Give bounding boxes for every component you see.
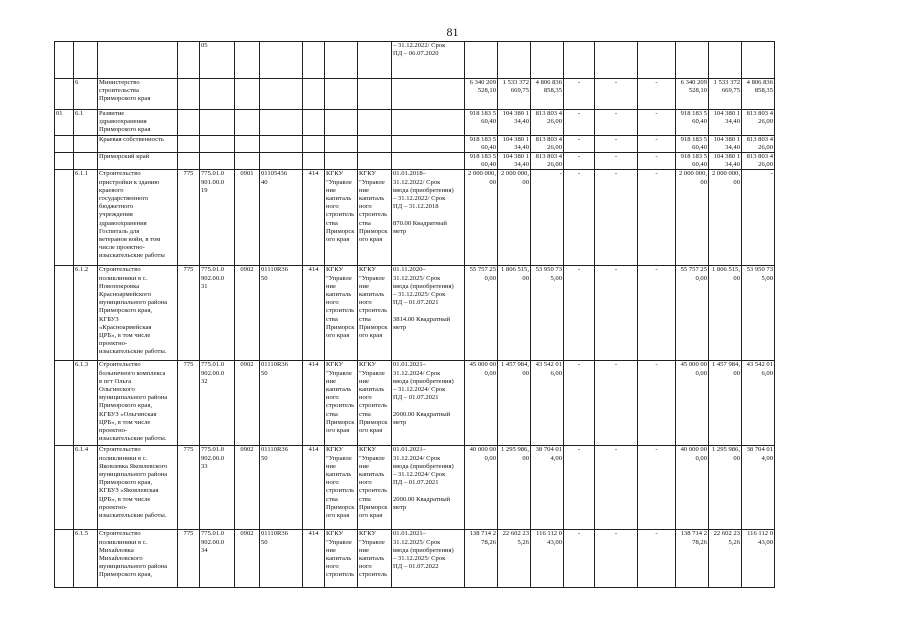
table-cell-col-10 bbox=[358, 153, 392, 170]
table-cell-col-10: КГКУ "Управле ние капиталь ного строитель ства Приморск ого края bbox=[358, 170, 392, 266]
table-cell-col-14: 4 806 836 858,35 bbox=[531, 79, 564, 110]
table-cell-col-12 bbox=[465, 42, 498, 79]
table-cell-col-16: - bbox=[595, 266, 638, 361]
table-cell-col-12: 45 000 00 0,00 bbox=[465, 361, 498, 446]
table-cell-col-8: 414 bbox=[303, 530, 325, 588]
table-cell-col-13: 1 533 372 669,75 bbox=[498, 79, 531, 110]
table-cell-col-9: КГКУ "Управле ние капиталь ного строитель ства Приморск ого края bbox=[325, 266, 358, 361]
table-cell-col-11: 01.11.2020– 31.12.2025/ Срок ввода (приобретения) – 31.12.2025/ Срок ПД – 01.07.2021 3814.00 Квадратный метр bbox=[392, 266, 465, 361]
table-cell-col-10: КГКУ "Управле ние капиталь ного строитель bbox=[358, 530, 392, 588]
table-cell-col-19 bbox=[709, 42, 742, 79]
table-cell-col-9: КГКУ "Управле ние капиталь ного строитель ства Приморск ого края bbox=[325, 361, 358, 446]
table-cell-col-9: КГКУ "Управле ние капиталь ного строитель ства Приморск ого края bbox=[325, 446, 358, 530]
table-cell-col-15: - bbox=[564, 135, 595, 152]
table-cell-col-12: 918 183 5 60,40 bbox=[465, 135, 498, 152]
table-cell-col-7: 01110R36 50 bbox=[260, 446, 303, 530]
table-cell-col-11 bbox=[392, 79, 465, 110]
table-cell-col-20: - bbox=[742, 170, 775, 266]
table-cell-col-13: 104 380 1 34,40 bbox=[498, 135, 531, 152]
table-cell-col-19: 104 380 1 34,40 bbox=[709, 110, 742, 136]
table-row bbox=[55, 170, 775, 266]
table-cell-col-19: 104 380 1 34,40 bbox=[709, 135, 742, 152]
table-cell-col-15: - bbox=[564, 530, 595, 588]
table-cell-col-1 bbox=[55, 42, 74, 79]
table-cell-col-5: 775.01.0 902.00.0 32 bbox=[200, 361, 235, 446]
table-cell-col-13 bbox=[498, 42, 531, 79]
table-cell-col-7 bbox=[260, 153, 303, 170]
table-cell-col-4: 775 bbox=[178, 530, 200, 588]
table-cell-col-3: Строительство больничного комплекса в пгт Ольга Ольгинского муниципального района Приморского края, КГБУЗ «Ольгинская ЦРБ», в том числе проектно- изыскательские работы. bbox=[98, 361, 178, 446]
table-row bbox=[55, 42, 775, 79]
table-cell-col-19: 104 380 1 34,40 bbox=[709, 153, 742, 170]
table-row bbox=[55, 110, 775, 136]
table-cell-col-12: 918 183 5 60,40 bbox=[465, 153, 498, 170]
table-cell-col-1: 01 bbox=[55, 110, 74, 136]
table-cell-col-7 bbox=[260, 135, 303, 152]
table-cell-col-13: 1 806 515, 00 bbox=[498, 266, 531, 361]
table-cell-col-2: 6.1.4 bbox=[74, 446, 98, 530]
table-cell-col-7: 01110R36 50 bbox=[260, 530, 303, 588]
table-cell-col-1 bbox=[55, 446, 74, 530]
table-cell-col-14: 38 704 01 4,00 bbox=[531, 446, 564, 530]
table-cell-col-11 bbox=[392, 153, 465, 170]
table-cell-col-11: 01.01.2021– 31.12.2024/ Срок ввода (приобретения) – 31.12.2024/ Срок ПД – 01.07.2021 2000.00 Квадратный метр bbox=[392, 361, 465, 446]
table-cell-col-3: Приморский край bbox=[98, 153, 178, 170]
table-cell-col-3 bbox=[98, 42, 178, 79]
table-cell-col-19: 1 457 984, 00 bbox=[709, 361, 742, 446]
table-cell-col-12: 6 340 209 528,10 bbox=[465, 79, 498, 110]
table-cell-col-2: 6.1.2 bbox=[74, 266, 98, 361]
table-cell-col-13: 22 602 23 5,26 bbox=[498, 530, 531, 588]
table-cell-col-8: 414 bbox=[303, 361, 325, 446]
table-cell-col-20: 4 806 836 858,35 bbox=[742, 79, 775, 110]
table-cell-col-17: - bbox=[638, 170, 676, 266]
table-cell-col-6: 0902 bbox=[235, 361, 260, 446]
table-cell-col-1 bbox=[55, 153, 74, 170]
table-cell-col-3: Развитие здравоохранения Приморского края bbox=[98, 110, 178, 136]
table-cell-col-5 bbox=[200, 79, 235, 110]
table-row bbox=[55, 153, 775, 170]
table-cell-col-6: 0901 bbox=[235, 170, 260, 266]
table-cell-col-16 bbox=[595, 42, 638, 79]
table-cell-col-12: 40 000 00 0,00 bbox=[465, 446, 498, 530]
table-cell-col-9: КГКУ "Управле ние капиталь ного строитель ства Приморск ого края bbox=[325, 170, 358, 266]
table-cell-col-13: 1 295 986, 00 bbox=[498, 446, 531, 530]
table-cell-col-16: - bbox=[595, 135, 638, 152]
table-cell-col-3: Строительство поликлиники в с. Яковлевка Яковлевского муниципального района Приморского края, КГБУЗ «Яковлевская ЦРБ», в том числе проектно- изыскательские работы. bbox=[98, 446, 178, 530]
table-cell-col-7: 01110R36 50 bbox=[260, 361, 303, 446]
table-cell-col-19: 2 000 000, 00 bbox=[709, 170, 742, 266]
table-row bbox=[55, 530, 775, 588]
table-cell-col-17 bbox=[638, 42, 676, 79]
table-cell-col-18 bbox=[676, 42, 709, 79]
table-cell-col-2: 6.1.1 bbox=[74, 170, 98, 266]
table-cell-col-5 bbox=[200, 110, 235, 136]
table-cell-col-1 bbox=[55, 266, 74, 361]
table-row bbox=[55, 361, 775, 446]
table-cell-col-2 bbox=[74, 135, 98, 152]
table-cell-col-6 bbox=[235, 42, 260, 79]
table-cell-col-5: 775.01.0 902.00.0 34 bbox=[200, 530, 235, 588]
table-cell-col-7 bbox=[260, 110, 303, 136]
table-cell-col-1 bbox=[55, 135, 74, 152]
table-cell-col-8 bbox=[303, 42, 325, 79]
table-cell-col-15 bbox=[564, 42, 595, 79]
table-cell-col-9 bbox=[325, 42, 358, 79]
table-cell-col-12: 55 757 25 0,00 bbox=[465, 266, 498, 361]
table-cell-col-13: 2 000 000, 00 bbox=[498, 170, 531, 266]
table-cell-col-17: - bbox=[638, 530, 676, 588]
table-cell-col-20: 813 803 4 26,00 bbox=[742, 135, 775, 152]
table-cell-col-18: 2 000 000, 00 bbox=[676, 170, 709, 266]
table-cell-col-5: 775.01.0 902.00.0 31 bbox=[200, 266, 235, 361]
table-cell-col-20: 813 803 4 26,00 bbox=[742, 153, 775, 170]
table-cell-col-17: - bbox=[638, 361, 676, 446]
table-cell-col-15: - bbox=[564, 79, 595, 110]
table-cell-col-10 bbox=[358, 110, 392, 136]
table-cell-col-12: 2 000 000, 00 bbox=[465, 170, 498, 266]
table-cell-col-10 bbox=[358, 42, 392, 79]
table-cell-col-1 bbox=[55, 170, 74, 266]
table-cell-col-3: Строительство поликлиники в с. Михайловка Михайловского муниципального района Приморского края, bbox=[98, 530, 178, 588]
table-row bbox=[55, 446, 775, 530]
table-cell-col-1 bbox=[55, 361, 74, 446]
table-cell-col-16: - bbox=[595, 446, 638, 530]
table-cell-col-6 bbox=[235, 135, 260, 152]
table-cell-col-17: - bbox=[638, 266, 676, 361]
table-cell-col-3: Строительство пристройки к зданию краевого государственного бюджетного учреждения здравоохранения Госпиталь для ветеранов войн, в том числе проектно- изыскательские работы bbox=[98, 170, 178, 266]
table-cell-col-1 bbox=[55, 79, 74, 110]
table-cell-col-18: 55 757 25 0,00 bbox=[676, 266, 709, 361]
table-cell-col-17: - bbox=[638, 79, 676, 110]
table-cell-col-2: 6.1.3 bbox=[74, 361, 98, 446]
table-cell-col-5: 775.01.0 902.00.0 33 bbox=[200, 446, 235, 530]
table-cell-col-4 bbox=[178, 110, 200, 136]
table-cell-col-17: - bbox=[638, 110, 676, 136]
table-cell-col-5 bbox=[200, 135, 235, 152]
table-cell-col-8: 414 bbox=[303, 446, 325, 530]
table-cell-col-2: 6.1 bbox=[74, 110, 98, 136]
table-cell-col-4 bbox=[178, 135, 200, 152]
table-cell-col-18: 45 000 00 0,00 bbox=[676, 361, 709, 446]
table-cell-col-10 bbox=[358, 79, 392, 110]
table-cell-col-10: КГКУ "Управле ние капиталь ного строитель ства Приморск ого края bbox=[358, 446, 392, 530]
table-cell-col-17: - bbox=[638, 446, 676, 530]
table-cell-col-20: 116 112 0 43,00 bbox=[742, 530, 775, 588]
table-cell-col-14 bbox=[531, 42, 564, 79]
table-cell-col-16: - bbox=[595, 153, 638, 170]
table-cell-col-8: 414 bbox=[303, 266, 325, 361]
table-cell-col-11: – 31.12.2022/ Срок ПД – 06.07.2020 bbox=[392, 42, 465, 79]
table-cell-col-13: 104 380 1 34,40 bbox=[498, 153, 531, 170]
table-cell-col-2: 6 bbox=[74, 79, 98, 110]
table-cell-col-13: 104 380 1 34,40 bbox=[498, 110, 531, 136]
table-cell-col-16: - bbox=[595, 530, 638, 588]
table-cell-col-3: Строительство поликлиники в с. Новопокровка Красноармейского муниципального района Приморского края, КГБУЗ «Красноармейская ЦРБ», в том числе проектно- изыскательские работы. bbox=[98, 266, 178, 361]
table-cell-col-14: 813 803 4 26,00 bbox=[531, 110, 564, 136]
table-cell-col-16: - bbox=[595, 361, 638, 446]
table-cell-col-11 bbox=[392, 135, 465, 152]
table-cell-col-14: 813 803 4 26,00 bbox=[531, 135, 564, 152]
table-cell-col-18: 918 183 5 60,40 bbox=[676, 153, 709, 170]
table-row bbox=[55, 79, 775, 110]
table-cell-col-11: 01.01.2018– 31.12.2022/ Срок ввода (приобретения) – 31.12.2022/ Срок ПД – 31.12.2018 870.00 Квадратный метр bbox=[392, 170, 465, 266]
table-cell-col-6 bbox=[235, 153, 260, 170]
table-cell-col-11: 01.01.2021– 31.12.2025/ Срок ввода (приобретения) – 31.12.2025/ Срок ПД – 01.07.2022 bbox=[392, 530, 465, 588]
table-cell-col-2 bbox=[74, 153, 98, 170]
table-cell-col-18: 918 183 5 60,40 bbox=[676, 110, 709, 136]
table-cell-col-10: КГКУ "Управле ние капиталь ного строитель ства Приморск ого края bbox=[358, 361, 392, 446]
table-cell-col-7 bbox=[260, 79, 303, 110]
page-number: 81 bbox=[446, 25, 459, 39]
table-cell-col-15: - bbox=[564, 446, 595, 530]
table-cell-col-16: - bbox=[595, 79, 638, 110]
table-cell-col-8 bbox=[303, 135, 325, 152]
table-cell-col-9 bbox=[325, 135, 358, 152]
table-cell-col-7 bbox=[260, 42, 303, 79]
table-cell-col-12: 918 183 5 60,40 bbox=[465, 110, 498, 136]
table-cell-col-4 bbox=[178, 42, 200, 79]
table-cell-col-14: 116 112 0 43,00 bbox=[531, 530, 564, 588]
table-cell-col-20 bbox=[742, 42, 775, 79]
table-cell-col-15: - bbox=[564, 170, 595, 266]
table-cell-col-9 bbox=[325, 110, 358, 136]
table-cell-col-6 bbox=[235, 110, 260, 136]
table-cell-col-4: 775 bbox=[178, 170, 200, 266]
table-cell-col-5: 775.01.0 901.00.0 19 bbox=[200, 170, 235, 266]
table-cell-col-2 bbox=[74, 42, 98, 79]
table-cell-col-17: - bbox=[638, 135, 676, 152]
table-cell-col-19: 1 533 372 669,75 bbox=[709, 79, 742, 110]
table-cell-col-4: 775 bbox=[178, 361, 200, 446]
table-cell-col-10: КГКУ "Управле ние капиталь ного строитель ства Приморск ого края bbox=[358, 266, 392, 361]
table-cell-col-8 bbox=[303, 79, 325, 110]
table-cell-col-9 bbox=[325, 79, 358, 110]
table-cell-col-3: Министерство строительства Приморского края bbox=[98, 79, 178, 110]
table-cell-col-20: 53 950 73 5,00 bbox=[742, 266, 775, 361]
table-cell-col-5: 05 bbox=[200, 42, 235, 79]
table-cell-col-14: - bbox=[531, 170, 564, 266]
table-cell-col-15: - bbox=[564, 361, 595, 446]
table-cell-col-19: 1 806 515, 00 bbox=[709, 266, 742, 361]
table-cell-col-15: - bbox=[564, 266, 595, 361]
table-cell-col-9: КГКУ "Управле ние капиталь ного строитель bbox=[325, 530, 358, 588]
table-cell-col-4: 775 bbox=[178, 446, 200, 530]
table-cell-col-1 bbox=[55, 530, 74, 588]
table-cell-col-20: 43 542 01 6,00 bbox=[742, 361, 775, 446]
table-cell-col-15: - bbox=[564, 153, 595, 170]
table-cell-col-7: 01110R36 50 bbox=[260, 266, 303, 361]
table-cell-col-20: 813 803 4 26,00 bbox=[742, 110, 775, 136]
table-cell-col-7: 01105436 40 bbox=[260, 170, 303, 266]
table-cell-col-8 bbox=[303, 153, 325, 170]
table-cell-col-6: 0902 bbox=[235, 446, 260, 530]
table-cell-col-18: 918 183 5 60,40 bbox=[676, 135, 709, 152]
table-cell-col-2: 6.1.5 bbox=[74, 530, 98, 588]
table-cell-col-12: 138 714 2 78,26 bbox=[465, 530, 498, 588]
investment-objects-table bbox=[54, 41, 775, 588]
table-cell-col-17: - bbox=[638, 153, 676, 170]
table-cell-col-16: - bbox=[595, 170, 638, 266]
table-cell-col-10 bbox=[358, 135, 392, 152]
table-cell-col-8: 414 bbox=[303, 170, 325, 266]
table-cell-col-13: 1 457 984, 00 bbox=[498, 361, 531, 446]
table-cell-col-4: 775 bbox=[178, 266, 200, 361]
table-row bbox=[55, 266, 775, 361]
table-cell-col-14: 813 803 4 26,00 bbox=[531, 153, 564, 170]
table-cell-col-6: 0902 bbox=[235, 266, 260, 361]
table-cell-col-18: 6 340 209 528,10 bbox=[676, 79, 709, 110]
table-cell-col-14: 43 542 01 6,00 bbox=[531, 361, 564, 446]
table-cell-col-6 bbox=[235, 79, 260, 110]
table-cell-col-18: 40 000 00 0,00 bbox=[676, 446, 709, 530]
table-cell-col-4 bbox=[178, 153, 200, 170]
table-cell-col-11 bbox=[392, 110, 465, 136]
table-cell-col-19: 22 602 23 5,26 bbox=[709, 530, 742, 588]
table-cell-col-20: 38 704 01 4,00 bbox=[742, 446, 775, 530]
table-cell-col-3: Краевая собственность bbox=[98, 135, 178, 152]
table-cell-col-19: 1 295 986, 00 bbox=[709, 446, 742, 530]
table-cell-col-8 bbox=[303, 110, 325, 136]
table-cell-col-4 bbox=[178, 79, 200, 110]
table-cell-col-11: 01.01.2021– 31.12.2024/ Срок ввода (приобретения) – 31.12.2024/ Срок ПД – 01.07.2021 2000.00 Квадратный метр bbox=[392, 446, 465, 530]
table-cell-col-6: 0902 bbox=[235, 530, 260, 588]
table-cell-col-18: 138 714 2 78,26 bbox=[676, 530, 709, 588]
table-cell-col-5 bbox=[200, 153, 235, 170]
table-cell-col-15: - bbox=[564, 110, 595, 136]
table-cell-col-9 bbox=[325, 153, 358, 170]
table-cell-col-16: - bbox=[595, 110, 638, 136]
table-row bbox=[55, 135, 775, 152]
table-cell-col-14: 53 950 73 5,00 bbox=[531, 266, 564, 361]
